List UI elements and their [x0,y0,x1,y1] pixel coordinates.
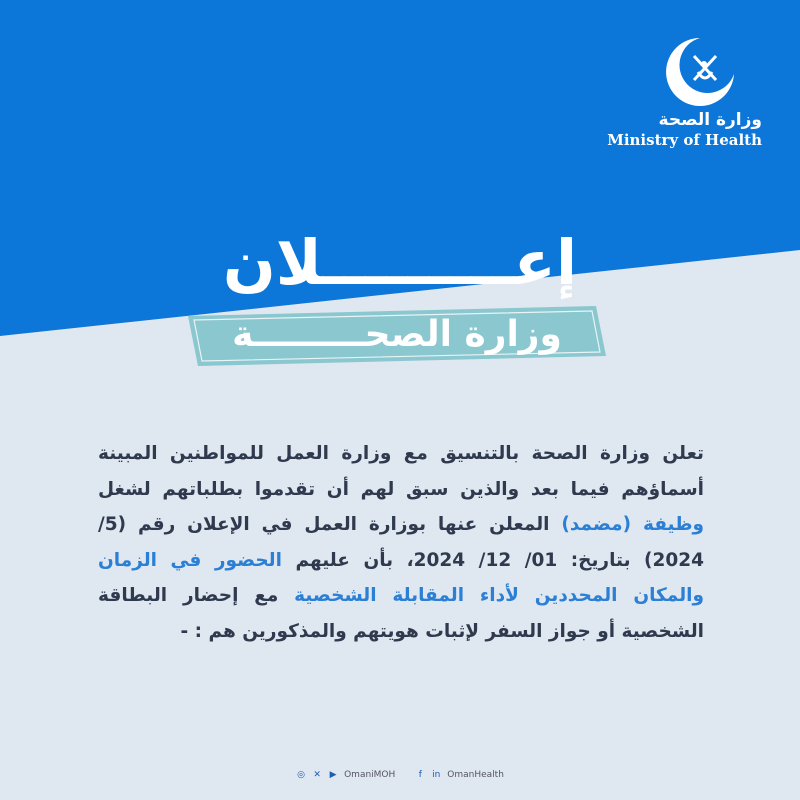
youtube-icon[interactable]: ▶ [329,770,337,780]
logo-arabic-text: وزارة الصحة [658,110,762,130]
handle-omanimoh[interactable]: OmaniMOH [344,770,396,780]
facebook-icon[interactable]: f [418,770,422,780]
crescent-emblem-icon [660,34,740,110]
body-text-part1: تعلن وزارة الصحة بالتنسيق مع وزارة العمل للمواطنين المبينة أسماؤهم فيما بعد والذين سبق لهم أن تقدموا بطلباتهم لشغل [98,443,704,500]
instagram-icon[interactable]: ◎ [297,770,306,780]
announcement-body [98,436,704,649]
interview-highlight: الحضور في الزمان والمكان المحددين لأداء المقابلة الشخصية [98,549,704,606]
body-text-part2: المعلن عنها بوزارة العمل في الإعلان رقم (5/ 2024) بتاريخ: 01/ 12/ 2024، بأن عليهم [98,514,704,571]
x-icon[interactable]: ✕ [313,770,321,780]
handle-omanhealth[interactable]: OmanHealth [447,770,504,780]
social-footer [0,770,800,780]
linkedin-icon[interactable]: in [432,770,441,780]
logo-english-text: Ministry of Health [607,131,762,149]
ribbon-title: وزارة الصحـــــــــة [232,314,562,355]
ministry-logo [607,34,762,154]
body-text-part3: مع إحضار البطاقة الشخصية أو جواز السفر لإثبات هويتهم والمذكورين هم : - [98,585,704,642]
announcement-title: إعـــــــــلان [222,226,578,299]
job-title-highlight: وظيفة (مضمد) [561,514,704,535]
